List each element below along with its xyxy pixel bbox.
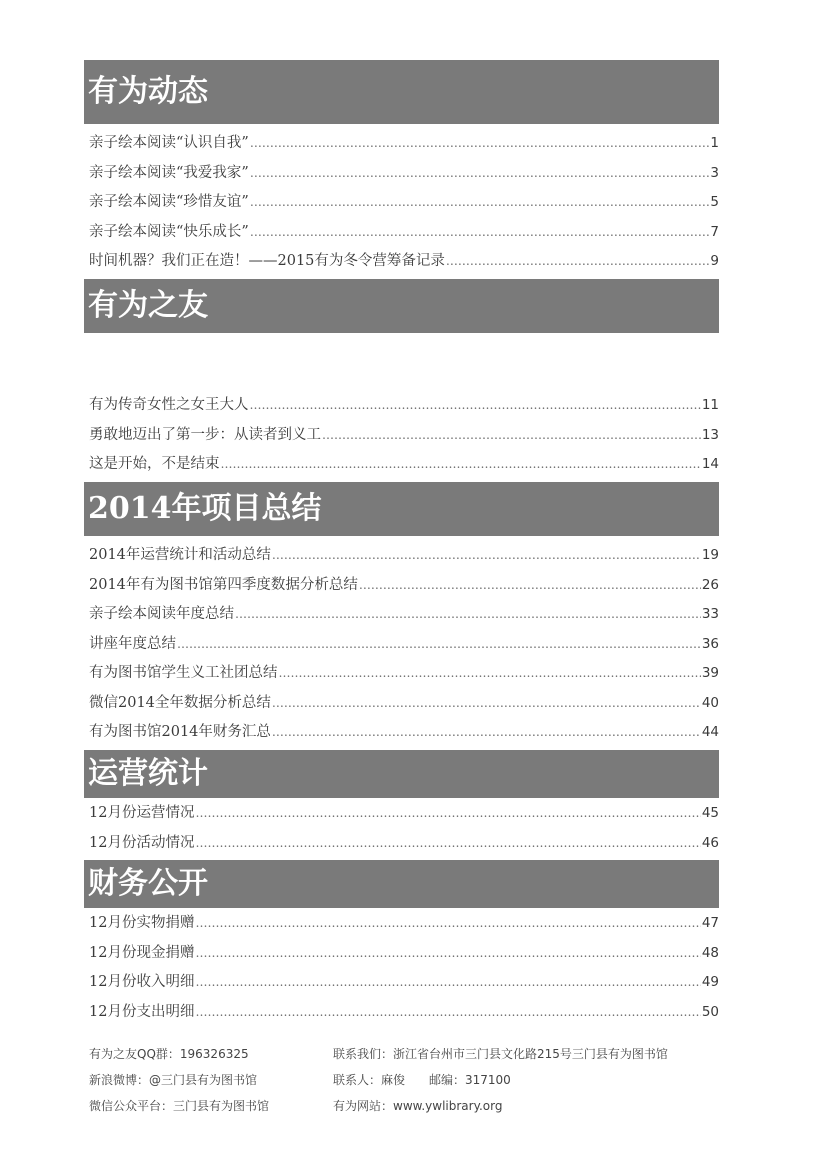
toc-entry[interactable]	[84, 632, 719, 662]
wechat: 微信公众平台：三门县有为图书馆	[89, 1098, 270, 1113]
entry-page: 39	[701, 665, 719, 681]
section-youwei-friends	[84, 279, 719, 482]
leader-dots	[250, 398, 701, 412]
section-2014-summary	[84, 482, 719, 750]
entry-title: 有为图书馆学生义工社团总结	[89, 665, 278, 681]
toc-entry[interactable]	[84, 452, 719, 482]
toc-entry[interactable]	[84, 423, 719, 453]
entry-title: 有为图书馆2014年财务汇总	[89, 724, 271, 740]
leader-dots	[221, 457, 701, 471]
entry-page: 11	[701, 397, 719, 413]
section-banner	[84, 860, 719, 908]
section-title: 2014年项目总结	[88, 491, 322, 526]
entry-page: 9	[710, 253, 719, 269]
section-financial-disclosure	[84, 860, 719, 1029]
section-title: 有为之友	[88, 288, 208, 323]
entry-title: 12月份支出明细	[89, 1003, 195, 1020]
section-title: 有为动态	[88, 74, 208, 109]
entry-page: 46	[701, 834, 719, 851]
toc-entry[interactable]	[84, 661, 719, 691]
entry-page: 13	[701, 426, 719, 443]
leader-dots	[195, 916, 700, 930]
weibo: 新浪微博：@三门县有为图书馆	[89, 1072, 258, 1087]
entry-page: 7	[710, 223, 719, 240]
entry-title: 时间机器？我们正在造！——2015有为冬令营筹备记录	[89, 253, 445, 269]
entry-page: 49	[701, 974, 719, 990]
entry-list	[84, 393, 719, 482]
entry-page: 26	[701, 576, 719, 593]
toc-entry[interactable]	[84, 720, 719, 750]
toc-entry[interactable]	[84, 161, 719, 191]
leader-dots	[195, 975, 700, 989]
entry-page: 19	[701, 547, 719, 563]
toc-entry[interactable]	[84, 543, 719, 573]
entry-title: 12月份现金捐赠	[89, 944, 195, 961]
leader-dots	[195, 946, 700, 960]
toc-entry[interactable]	[84, 1000, 719, 1030]
leader-dots	[250, 225, 710, 239]
entry-list	[84, 801, 719, 860]
entry-title: 12月份活动情况	[89, 834, 195, 851]
section-banner	[84, 279, 719, 333]
footer-row	[89, 1092, 729, 1118]
leader-dots	[359, 578, 701, 592]
website-link[interactable]: 有为网站：www.ywlibrary.org	[333, 1098, 503, 1113]
leader-dots	[272, 696, 701, 710]
entry-title: 亲子绘本阅读“快乐成长”	[89, 223, 249, 240]
section-youwei-news	[84, 60, 719, 279]
leader-dots	[235, 607, 701, 621]
entry-list	[84, 131, 719, 279]
entry-page: 44	[701, 724, 719, 740]
entry-title: 亲子绘本阅读“珍惜友谊”	[89, 194, 249, 210]
entry-title: 2014年有为图书馆第四季度数据分析总结	[89, 576, 358, 593]
entry-title: 勇敢地迈出了第一步：从读者到义工	[89, 426, 321, 443]
toc-entry[interactable]	[84, 831, 719, 861]
toc-entry[interactable]	[84, 131, 719, 161]
section-banner	[84, 750, 719, 798]
section-title: 财务公开	[88, 866, 208, 901]
entry-page: 50	[701, 1003, 719, 1020]
entry-page: 5	[710, 194, 719, 210]
entry-page: 14	[701, 456, 719, 472]
toc-entry[interactable]	[84, 190, 719, 220]
footer-row	[89, 1066, 729, 1092]
section-banner	[84, 60, 719, 124]
leader-dots	[195, 806, 700, 820]
toc-entry[interactable]	[84, 801, 719, 831]
leader-dots	[322, 428, 701, 442]
toc-entry[interactable]	[84, 970, 719, 1000]
section-operation-stats	[84, 750, 719, 860]
toc-entry[interactable]	[84, 911, 719, 941]
entry-title: 微信2014全年数据分析总结	[89, 694, 271, 711]
leader-dots	[272, 548, 701, 562]
leader-dots	[250, 136, 710, 150]
section-title: 运营统计	[88, 756, 208, 791]
entry-title: 2014年运营统计和活动总结	[89, 547, 271, 563]
qq-group: 有为之友QQ群：196326325	[89, 1046, 249, 1061]
leader-dots	[272, 725, 701, 739]
entry-title: 有为传奇女性之女王大人	[89, 397, 249, 413]
entry-title: 12月份收入明细	[89, 974, 195, 990]
entry-title: 12月份实物捐赠	[89, 915, 195, 931]
contact-address: 联系我们：浙江省台州市三门县文化路215号三门县有为图书馆	[333, 1046, 668, 1061]
entry-page: 45	[701, 805, 719, 821]
footer-row	[89, 1040, 729, 1066]
entry-page: 40	[701, 694, 719, 711]
contact-person: 联系人：麻俊 邮编：317100	[333, 1072, 511, 1087]
toc-entry[interactable]	[84, 393, 719, 423]
toc-entry[interactable]	[84, 691, 719, 721]
section-banner	[84, 482, 719, 536]
leader-dots	[177, 637, 701, 651]
entry-title: 这是开始，不是结束	[89, 456, 220, 472]
toc-entry[interactable]	[84, 249, 719, 279]
entry-page: 47	[701, 915, 719, 931]
entry-title: 亲子绘本阅读年度总结	[89, 606, 234, 622]
toc-entry[interactable]	[84, 220, 719, 250]
leader-dots	[195, 1005, 700, 1019]
leader-dots	[250, 166, 710, 180]
contact-footer	[89, 1040, 729, 1118]
toc-entry[interactable]	[84, 941, 719, 971]
entry-page: 3	[710, 164, 719, 181]
leader-dots	[279, 666, 701, 680]
entry-title: 讲座年度总结	[89, 635, 176, 652]
entry-page: 36	[701, 635, 719, 652]
entry-title: 12月份运营情况	[89, 805, 195, 821]
entry-page: 1	[710, 135, 719, 151]
leader-dots	[250, 195, 710, 209]
toc-entry[interactable]	[84, 573, 719, 603]
entry-title: 亲子绘本阅读“认识自我”	[89, 135, 249, 151]
entry-page: 48	[701, 944, 719, 961]
toc-entry[interactable]	[84, 602, 719, 632]
entry-title: 亲子绘本阅读“我爱我家”	[89, 164, 249, 181]
leader-dots	[446, 254, 710, 268]
leader-dots	[195, 836, 700, 850]
entry-list	[84, 911, 719, 1029]
entry-page: 33	[701, 606, 719, 622]
entry-list	[84, 543, 719, 750]
